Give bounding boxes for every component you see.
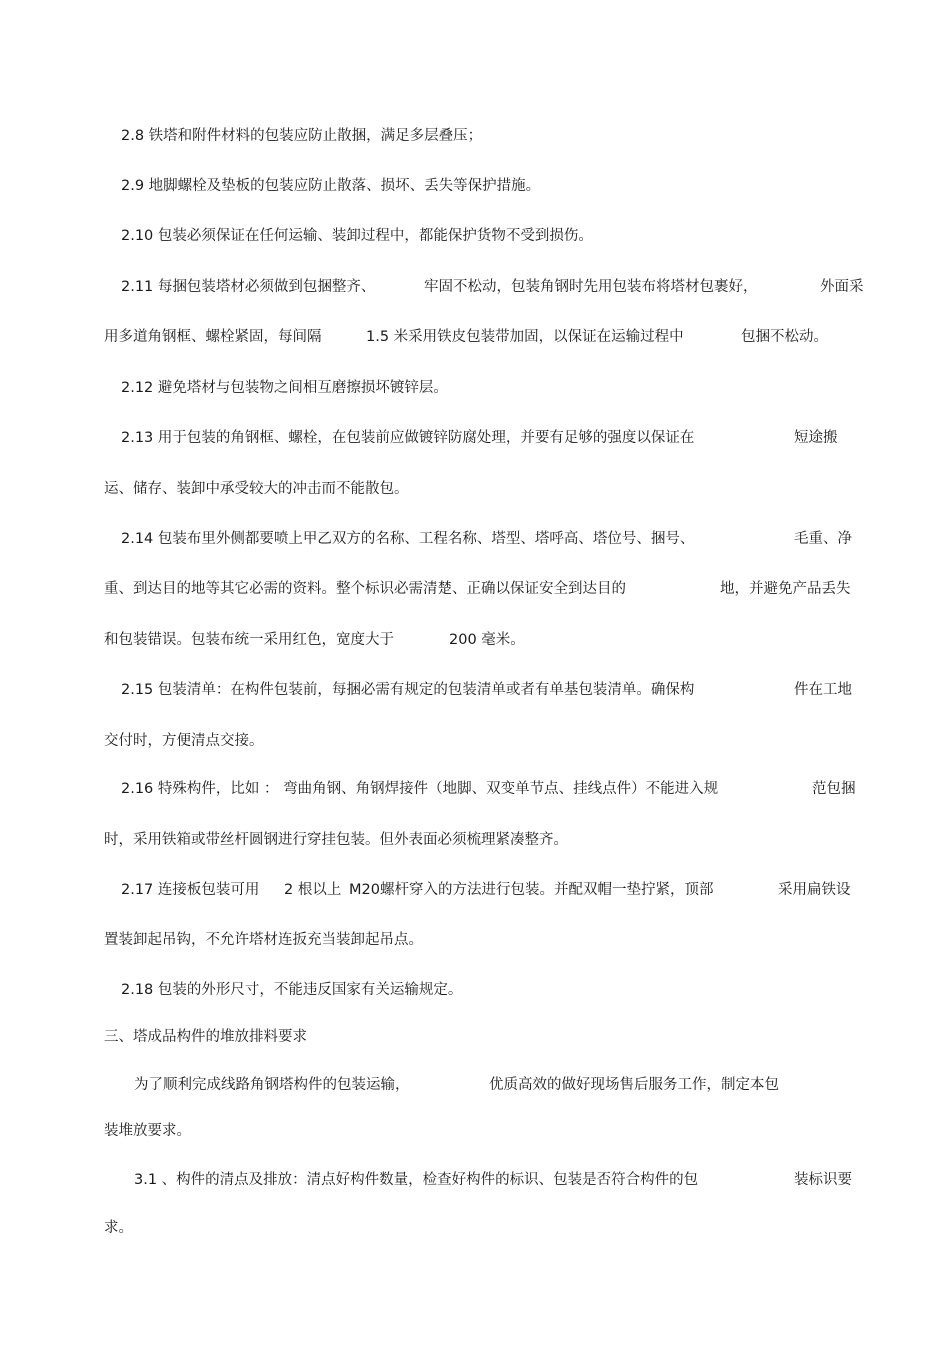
text-line: 地，并避免产品丢失: [720, 581, 851, 597]
text-line: 采用扁铁设: [778, 882, 851, 898]
text-line: 200 毫米。: [449, 632, 525, 648]
text-line: M20螺杆穿入的方法进行包装。并配双帽一垫拧紧，顶部: [349, 882, 714, 898]
text-line: 时，采用铁箱或带丝杆圆钢进行穿挂包装。但外表面必须梳理紧凑整齐。: [104, 832, 568, 848]
text-line: 为了顺利完成线路角钢塔构件的包装运输，: [134, 1077, 410, 1093]
text-line: 2.18 包装的外形尺寸，不能违反国家有关运输规定。: [121, 982, 463, 998]
text-line: 和包装错误。包装布统一采用红色，宽度大于: [104, 632, 394, 648]
text-line: 短途搬: [794, 430, 838, 446]
text-line: 装堆放要求。: [104, 1123, 191, 1139]
text-line: 件在工地: [794, 682, 852, 698]
text-line: 2.10 包装必须保证在任何运输、装卸过程中，都能保护货物不受到损伤。: [121, 228, 593, 244]
text-line: 置装卸起吊钩，不允许塔材连扳充当装卸起吊点。: [104, 932, 423, 948]
text-line: 包捆不松动。: [741, 329, 828, 345]
text-line: 毛重、净: [794, 531, 852, 547]
text-line: 外面采: [820, 279, 864, 295]
text-line: 范包捆: [812, 781, 856, 797]
text-line: 1.5 米采用铁皮包装带加固，以保证在运输过程中: [366, 329, 684, 345]
text-line: 用多道角钢框、螺栓紧固，每间隔: [104, 329, 322, 345]
text-line: 2.14 包装布里外侧都要喷上甲乙双方的名称、工程名称、塔型、塔呼高、塔位号、捆号、: [121, 531, 695, 547]
text-line: 重、到达目的地等其它必需的资料。整个标识必需清楚、正确以保证安全到达目的: [104, 581, 626, 597]
text-line: 运、储存、装卸中承受较大的冲击而不能散包。: [104, 481, 409, 497]
text-line: 3.1 、构件的清点及排放：清点好构件数量，检查好构件的标识、包装是否符合构件的包: [134, 1172, 699, 1188]
text-line: 2.9 地脚螺栓及垫板的包装应防止散落、损坏、丢失等保护措施。: [121, 178, 541, 194]
text-line: 装标识要: [794, 1172, 852, 1188]
text-line: 2.8 铁塔和附件材料的包装应防止散捆，满足多层叠压；: [121, 128, 483, 144]
text-line: 交付时，方便清点交接。: [104, 733, 264, 749]
text-line: 优质高效的做好现场售后服务工作，制定本包: [489, 1077, 779, 1093]
text-line: 求。: [104, 1220, 133, 1236]
text-line: 2.13 用于包装的角钢框、螺栓，在包装前应做镀锌防腐处理，并要有足够的强度以保证在: [121, 430, 695, 446]
text-line: 2.11 每捆包装塔材必须做到包捆整齐、: [121, 279, 376, 295]
text-line: 2.17 连接板包装可用: [121, 882, 260, 898]
text-line: 牢固不松动，包装角钢时先用包装布将塔材包裹好，: [424, 279, 758, 295]
text-line: 2.16 特殊构件，比如 ： 弯曲角钢、角钢焊接件（地脚、双变单节点、挂线点件）不能进入规: [121, 781, 719, 797]
section-heading: 三、塔成品构件的堆放排料要求: [104, 1029, 307, 1045]
text-line: 2.15 包装清单：在构件包装前，每捆必需有规定的包装清单或者有单基包装清单。确保构: [121, 682, 695, 698]
text-line: 2 根以上: [284, 882, 342, 898]
text-line: 2.12 避免塔材与包装物之间相互磨擦损坏镀锌层。: [121, 380, 448, 396]
